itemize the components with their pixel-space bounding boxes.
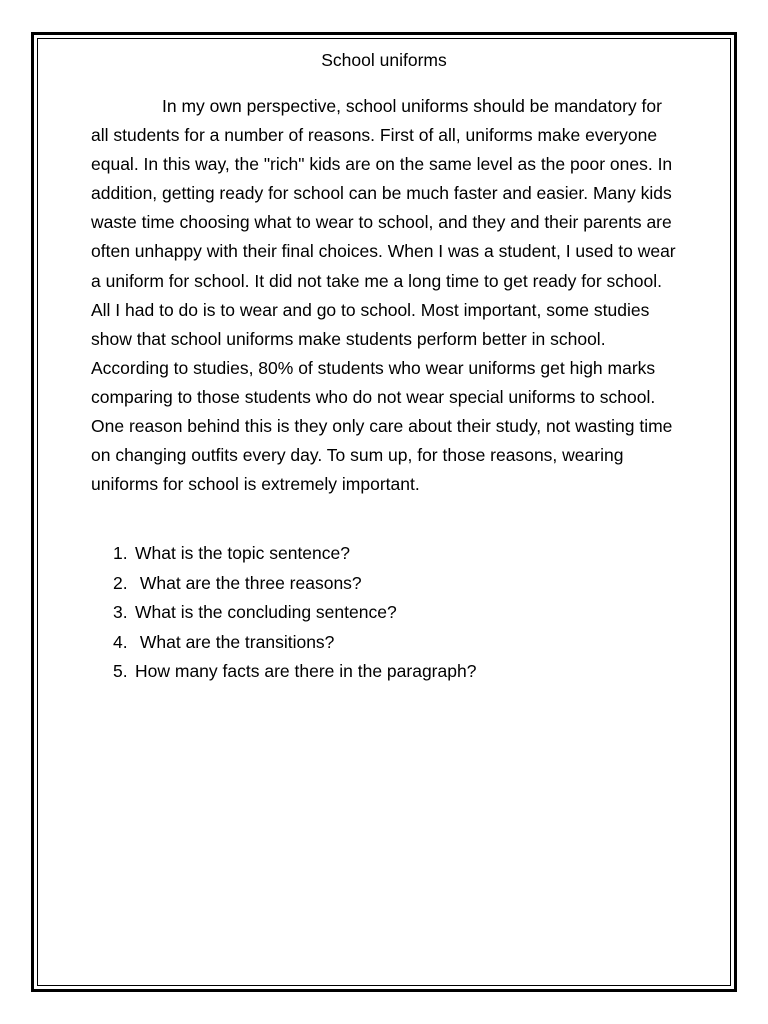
list-item [113, 598, 476, 628]
document-title: School uniforms [321, 50, 447, 70]
list-item [113, 628, 476, 658]
list-item [113, 539, 476, 569]
question-text: How many facts are there in the paragraph? [135, 661, 477, 681]
question-number: 3. [113, 602, 128, 622]
question-text: What is the concluding sentence? [135, 602, 397, 622]
list-item [113, 569, 476, 599]
question-text: What is the topic sentence? [135, 543, 350, 563]
list-item [113, 657, 476, 687]
question-number: 1. [113, 543, 128, 563]
question-text: What are the three reasons? [135, 572, 362, 593]
body-paragraph: In my own perspective, school uniforms should be mandatory for all students for a number of reasons. First of all, uniforms make everyone equal. In this way, the "rich" kids are on the same level as the poor ones. In addition, getting ready for school can be much faster and easier. Many kids waste time choosing what to wear to school, and they and their parents are often unhappy with their final choices. When I was a student, I used to wear a uniform for school. It did not take me a long time to get ready for school. All I had to do is to wear and go to school. Most important, some studies show that school uniforms make students perform better in school. According to studies, 80% of students who wear uniforms get high marks comparing to those students who do not wear special uniforms to school. One reason behind this is they only care about their study, not wasting time on changing outfits every day. To sum up, for those reasons, wearing uniforms for school is extremely important. [91, 96, 676, 495]
question-list [113, 539, 476, 687]
question-number: 4. [113, 631, 128, 652]
question-number: 2. [113, 572, 128, 593]
question-text: What are the transitions? [135, 631, 335, 652]
question-number: 5. [113, 661, 128, 681]
